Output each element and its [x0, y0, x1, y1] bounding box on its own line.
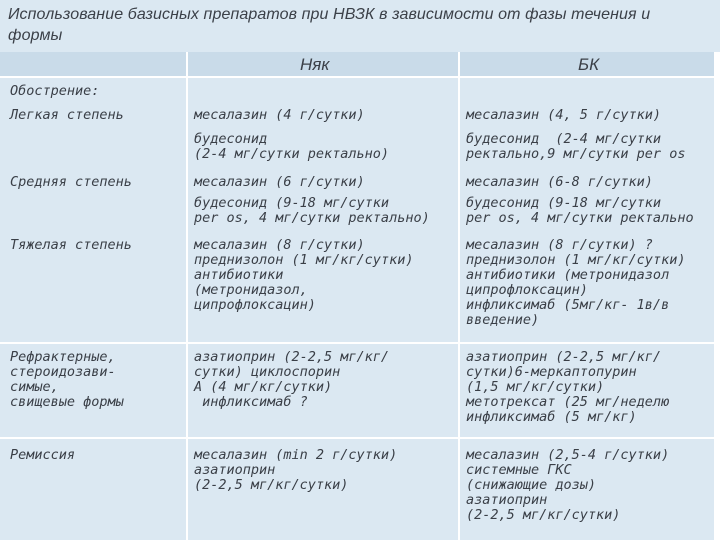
cell-nyak: месалазин (4 г/сутки)	[194, 107, 365, 123]
cell-bk: месалазин (4, 5 г/сутки)	[466, 107, 662, 123]
cell-nyak: будесонид (9-18 мг/сутки per os, 4 мг/сутки ректально)	[194, 195, 430, 226]
page-title: Использование базисных препаратов при НВЗК в зависимости от фазы течения и формы	[8, 6, 651, 44]
row-label-refractory: Рефрактерные, стероидозави- симые, свищевые формы	[10, 349, 124, 410]
row-label-moderate: Средняя степень	[10, 174, 132, 190]
column-divider	[186, 52, 188, 540]
row-label-severe: Тяжелая степень	[10, 237, 132, 253]
cell-bk: месалазин (8 г/сутки) ? преднизолон (1 мг/кг/сутки) антибиотики (метронидазол ципрофлоксацин) инфликсимаб (5мг/кг- 1в/в введение)	[466, 237, 686, 328]
column-divider	[458, 52, 460, 540]
cell-bk: месалазин (6-8 г/сутки)	[466, 174, 653, 190]
column-header-nyak: Няк	[300, 55, 330, 74]
row-label-exacerbation: Обострение:	[10, 83, 100, 99]
cell-bk: месалазин (2,5-4 г/сутки) системные ГКС (снижающие дозы) азатиоприн (2-2,5 мг/кг/сутки)	[466, 447, 670, 523]
table-header	[0, 52, 720, 76]
cell-nyak: азатиоприн (2-2,5 мг/кг/ сутки) циклоспорин А (4 мг/кг/сутки) инфликсимаб ?	[194, 349, 390, 410]
cell-bk: азатиоприн (2-2,5 мг/кг/ сутки)6-меркаптопурин (1,5 мг/кг/сутки) метотрексат (25 мг/неделю инфликсимаб (5 мг/кг)	[466, 349, 670, 425]
row-label-remission: Ремиссия	[10, 447, 76, 463]
row-divider	[0, 437, 720, 439]
cell-nyak: месалазин (8 г/сутки) преднизолон (1 мг/кг/сутки) антибиотики (метронидазол, ципрофлоксацин)	[194, 237, 414, 313]
cell-bk: будесонид (2-4 мг/сутки ректально,9 мг/сутки per os	[466, 131, 686, 162]
column-header-bk: БК	[578, 55, 600, 74]
right-edge	[714, 52, 720, 540]
row-divider	[0, 342, 720, 344]
row-label-mild: Легкая степень	[10, 107, 124, 123]
cell-bk: будесонид (9-18 мг/сутки per os, 4 мг/сутки ректально	[466, 195, 694, 226]
cell-nyak: месалазин (min 2 г/сутки) азатиоприн (2-2,5 мг/кг/сутки)	[194, 447, 398, 493]
cell-nyak: будесонид (2-4 мг/сутки ректально)	[194, 131, 390, 162]
row-divider	[0, 76, 720, 78]
cell-nyak: месалазин (6 г/сутки)	[194, 174, 365, 190]
